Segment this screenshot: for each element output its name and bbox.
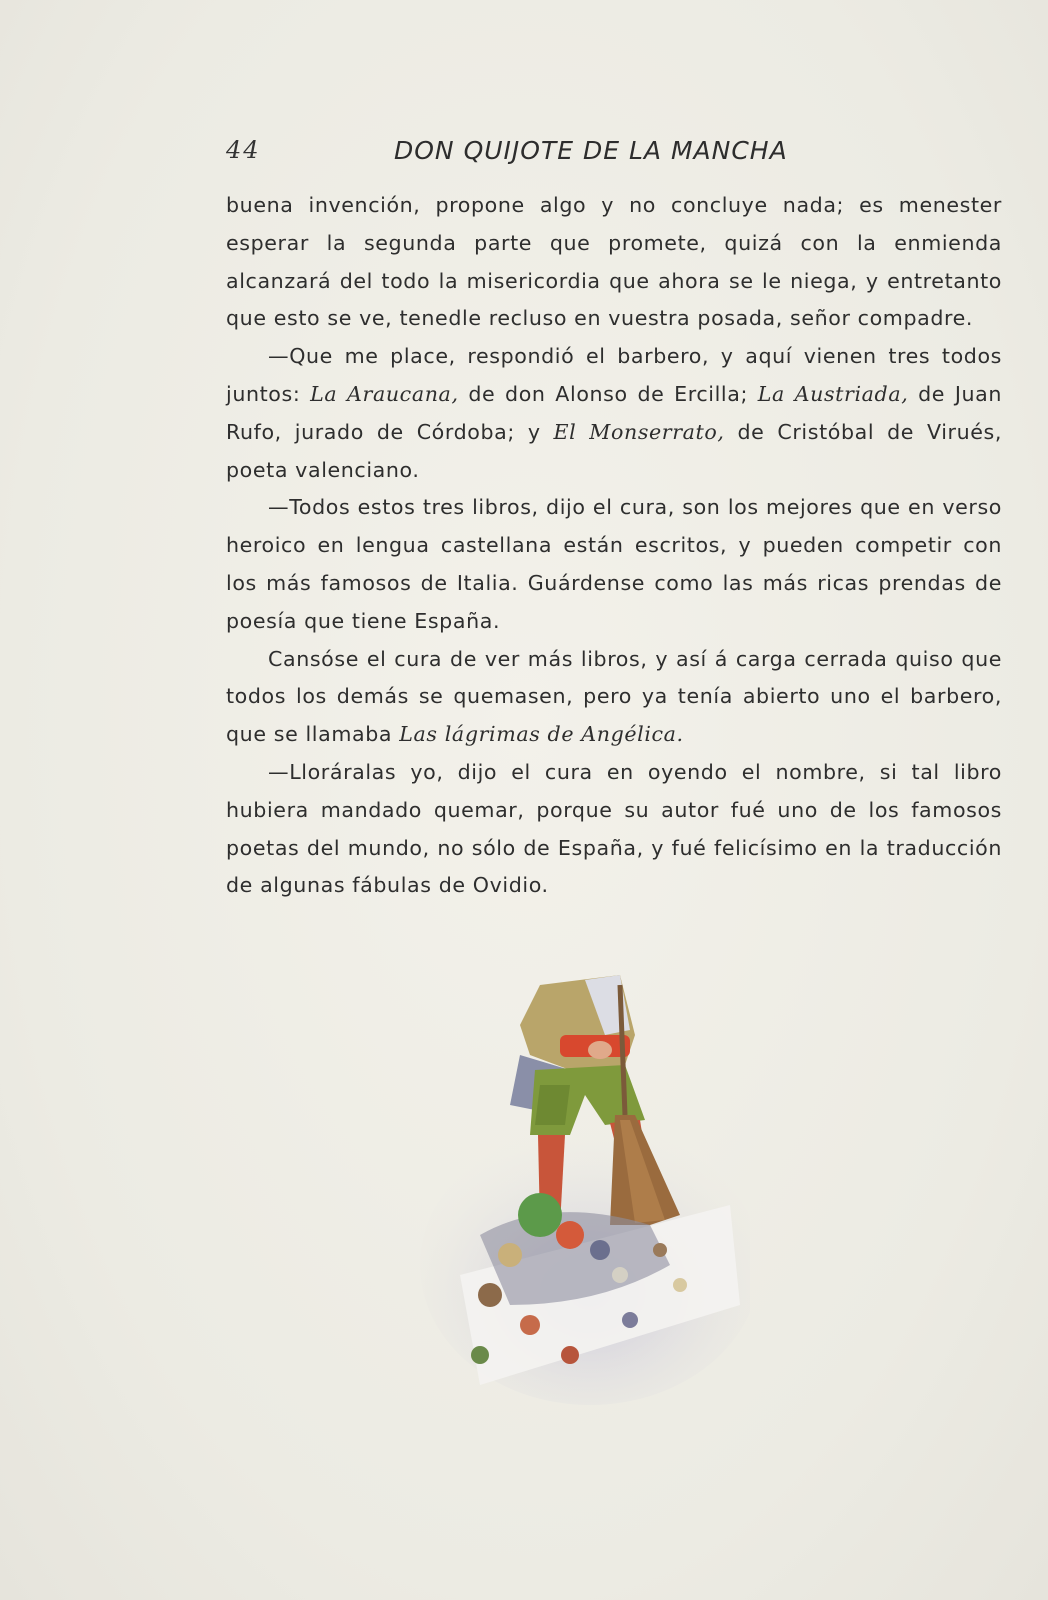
paragraph-5: —Lloráralas yo, dijo el cura en oyendo el nombre, si tal libro hubiera mandado quemar, porque su autor fué uno de los famosos poetas del mundo, no sólo de España, y fué felicísimo en la traducción de algunas fábulas de Ovidio. [226, 759, 1002, 898]
paragraph-4 [226, 641, 1002, 754]
paragraph-1: buena invención, propone algo y no concluye nada; es menester esperar la segunda parte que promete, quizá con la enmienda alcanzará del todo la misericordia que ahora se le niega, y entretanto que esto se ve, tenedle recluso en vuestra posada, señor compadre. [226, 193, 1002, 331]
illustration-svg [420, 975, 750, 1415]
page-number: 44 [226, 136, 261, 164]
p4-text-a: Cansóse el cura de ver más libros, y así á carga cerrada quiso que todos los demás se quemasen, pero ya tenía abierto uno el barbero, que se llamaba [226, 646, 1002, 747]
title-lagrimas-de-angelica: Las lágrimas de Angélica. [399, 722, 684, 747]
p2-text-a: —Que me place, respondió el barbero, y aquí vienen tres todos juntos: [226, 344, 1002, 406]
title-la-araucana: La Araucana, [310, 381, 459, 406]
title-la-austriada: La Austriada, [757, 381, 909, 406]
figure-sweeping-books-illustration [420, 975, 750, 1415]
page-header [226, 136, 1002, 176]
running-title: DON QUIJOTE DE LA MANCHA [394, 136, 788, 165]
title-el-monserrato: El Monserrato, [553, 419, 725, 444]
paragraph-2 [226, 338, 1002, 489]
body-text [226, 187, 1002, 905]
paragraph-3: —Todos estos tres libros, dijo el cura, son los mejores que en verso heroico en lengua castellana están escritos, y pueden competir con los más famosos de Italia. Guárdense como las más ricas prendas de poesía que tiene España. [226, 495, 1002, 633]
p2-text-b: de don Alonso de Ercilla; [458, 381, 758, 406]
p2-text-c: de Juan Rufo, jurado de Córdoba; y [226, 381, 1003, 444]
p2-text-d: de Cristóbal de Virués, poeta valenciano. [226, 419, 1002, 482]
